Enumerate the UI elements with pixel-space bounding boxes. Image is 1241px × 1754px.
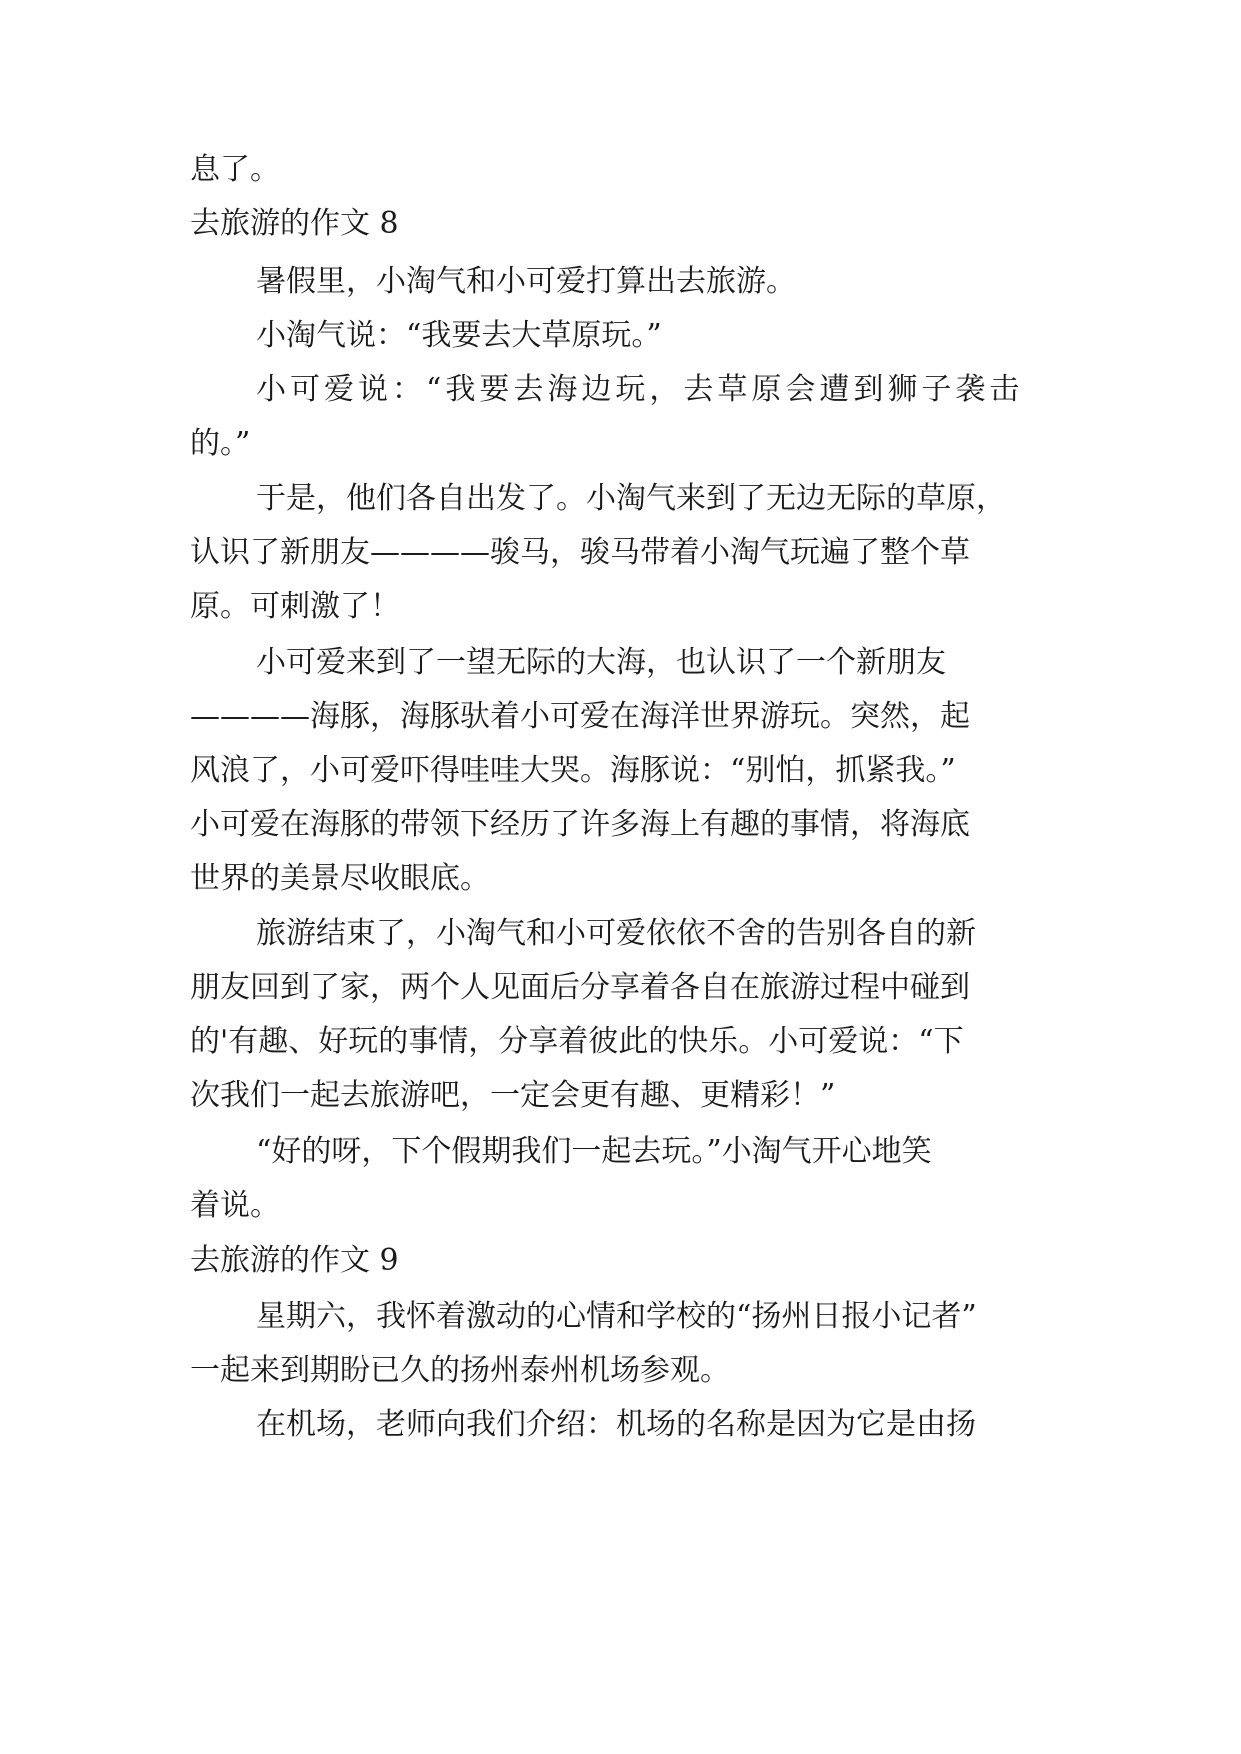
paragraph-line: 小可爱说：“我要去海边玩，去草原会遭到狮子袭击 <box>256 372 1024 407</box>
paragraph-line: 世界的美景尽收眼底。 <box>190 861 490 896</box>
paragraph-line: 风浪了，小可爱吓得哇哇大哭。海豚说：“别怕，抓紧我。” <box>190 753 956 788</box>
paragraph-line: 在机场，老师向我们介绍：机场的名称是因为它是由扬 <box>256 1407 976 1442</box>
paragraph-line: 于是，他们各自出发了。小淘气来到了无边无际的草原， <box>256 481 1006 516</box>
paragraph-line: 的'有趣、好玩的事情，分享着彼此的快乐。小可爱说：“下 <box>190 1024 964 1059</box>
text-line: 息了。 <box>190 152 280 187</box>
paragraph-line: 小可爱来到了一望无际的大海，也认识了一个新朋友 <box>256 645 946 680</box>
paragraph-line: 一起来到期盼已久的扬州泰州机场参观。 <box>190 1353 730 1388</box>
paragraph-line: 星期六，我怀着激动的心情和学校的“扬州日报小记者” <box>256 1299 977 1334</box>
section-heading: 去旅游的作文 9 <box>190 1243 399 1278</box>
paragraph-line: “好的呀，下个假期我们一起去玩。”小淘气开心地笑 <box>256 1134 932 1169</box>
paragraph-line: 的。” <box>190 426 251 461</box>
paragraph-line: 认识了新朋友————骏马，骏马带着小淘气玩遍了整个草 <box>190 535 970 570</box>
paragraph-line: 暑假里，小淘气和小可爱打算出去旅游。 <box>256 264 796 299</box>
paragraph-line: 原。可刺激了！ <box>190 589 400 624</box>
paragraph-line: 小淘气说：“我要去大草原玩。” <box>256 318 662 353</box>
paragraph-line: 着说。 <box>190 1188 280 1223</box>
paragraph-line: 旅游结束了，小淘气和小可爱依依不舍的告别各自的新 <box>256 916 976 951</box>
paragraph-line: 次我们一起去旅游吧，一定会更有趣、更精彩！” <box>190 1078 836 1113</box>
paragraph-line: ————海豚，海豚驮着小可爱在海洋世界游玩。突然，起 <box>190 699 970 734</box>
section-heading: 去旅游的作文 8 <box>190 206 399 241</box>
paragraph-line: 小可爱在海豚的带领下经历了许多海上有趣的事情，将海底 <box>190 807 970 842</box>
paragraph-line: 朋友回到了家，两个人见面后分享着各自在旅游过程中碰到 <box>190 970 970 1005</box>
